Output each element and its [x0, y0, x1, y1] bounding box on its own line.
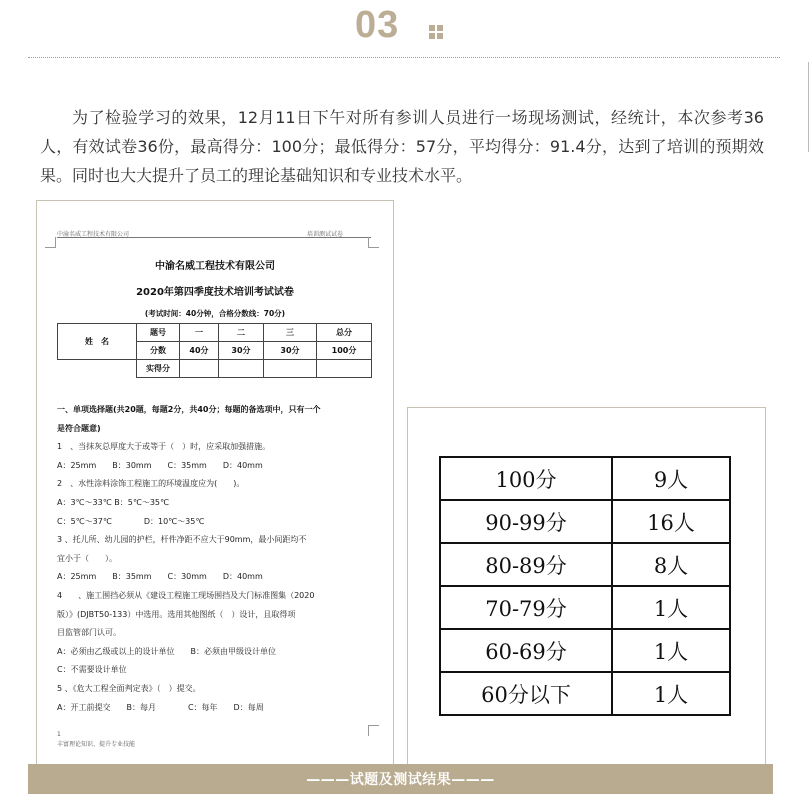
person-count: 1人 — [612, 586, 730, 629]
question-line: 5 、《危大工程全面判定表》（ ）提交。 — [57, 683, 201, 693]
score-cell: 30分 — [264, 342, 317, 360]
exam-header-rule — [57, 237, 371, 238]
exam-questions — [57, 401, 377, 717]
score-range: 100分 — [440, 457, 612, 500]
question-line: 版）》(DJBT50-133）中选用。选用其他图纸（ ）设计，且取得项 — [57, 609, 296, 619]
score-cell — [264, 360, 317, 378]
name-label: 姓 名 — [58, 324, 137, 360]
question-line: 是符合题意) — [57, 423, 101, 433]
question-line: 4 、施工围挡必须从《建设工程施工现场围挡及大门标准图集（2020 — [57, 590, 315, 600]
score-cell: 30分 — [219, 342, 264, 360]
question-line: 一、单项选择题(共20题，每题2分，共40分；每题的备选项中，只有一个 — [57, 405, 321, 414]
person-count: 9人 — [612, 457, 730, 500]
question-line: A：25mm B：30mm C：35mm D：40mm — [57, 460, 263, 470]
score-range: 60分以下 — [440, 672, 612, 715]
score-range: 60-69分 — [440, 629, 612, 672]
exam-header-right: 培训测试试卷 — [306, 231, 343, 238]
score-cell — [180, 360, 219, 378]
score-cell: 三 — [264, 324, 317, 342]
question-line: 3 、托儿所、幼儿园的护栏，杆件净距不应大于90mm，最小间距均不 — [57, 535, 307, 545]
results-table — [439, 456, 731, 716]
question-line: 宜小于（ ）。 — [57, 553, 117, 563]
results-row — [440, 629, 730, 672]
question-line: A：开工前提交 B：每月 C：每年 D：每周 — [57, 702, 264, 712]
exam-paper-image — [36, 200, 394, 766]
score-cell: 分数 — [137, 342, 180, 360]
crop-mark — [368, 237, 379, 248]
score-range: 80-89分 — [440, 543, 612, 586]
question-line: 1 、当抹灰总厚度大于或等于（ ）时，应采取加强措施。 — [57, 442, 271, 452]
exam-header-left: 中渝名威工程技术有限公司 — [57, 231, 130, 238]
question-line: A：3℃～33℃ B：5℃～35℃ — [57, 497, 169, 507]
question-line: 目监管部门认可。 — [57, 628, 121, 638]
person-count: 1人 — [612, 629, 730, 672]
intro-paragraph: 为了检验学习的效果，12月11日下午对所有参训人员进行一场现场测试，经统计，本次参考36人，有效试卷36份，最高得分：100分；最低得分：57分，平均得分：91.4分，达到了培训的预期效果。同时也大大提升了员工的理论基础知识和专业技术水平。 — [40, 108, 764, 185]
score-table — [57, 323, 372, 378]
score-cell — [317, 360, 372, 378]
score-range: 90-99分 — [440, 500, 612, 543]
results-row — [440, 586, 730, 629]
exam-footer-text: 丰富理论知识、提升专业技能 — [57, 741, 136, 748]
score-cell: 题号 — [137, 324, 180, 342]
actual-score-label: 实得分 — [137, 360, 180, 378]
dotted-divider — [28, 57, 780, 58]
section-number: 03 — [355, 4, 400, 46]
image-caption: ———试题及测试结果——— — [28, 764, 773, 794]
score-cell: 总分 — [317, 324, 372, 342]
score-cell: 40分 — [180, 342, 219, 360]
person-count: 1人 — [612, 672, 730, 715]
crop-mark — [45, 237, 56, 248]
exam-company: 中渝名威工程技术有限公司 — [155, 261, 275, 272]
exam-title: 2020年第四季度技术培训考试试卷 — [136, 287, 294, 298]
score-range: 70-79分 — [440, 586, 612, 629]
person-count: 8人 — [612, 543, 730, 586]
exam-page-number: 1 — [57, 731, 61, 738]
score-cell: 二 — [219, 324, 264, 342]
results-row — [440, 543, 730, 586]
score-cell: 100分 — [317, 342, 372, 360]
empty-cell — [58, 360, 137, 378]
exam-subtitle: (考试时间：40分钟，合格分数线：70分) — [144, 309, 286, 318]
results-row — [440, 457, 730, 500]
question-line: A：25mm B：35mm C：30mm D：40mm — [57, 572, 263, 582]
grid-icon — [429, 25, 443, 39]
question-line: C：不需要设计单位 — [57, 665, 127, 675]
question-line: 2 、水性涂料涂饰工程施工的环境温度应为( )。 — [57, 479, 245, 489]
results-row — [440, 672, 730, 715]
score-cell — [219, 360, 264, 378]
question-line: C：5℃～37℃ D：10℃～35℃ — [57, 516, 205, 526]
crop-mark — [368, 725, 379, 736]
score-cell: 一 — [180, 324, 219, 342]
person-count: 16人 — [612, 500, 730, 543]
question-line: A：必须由乙级或以上的设计单位 B：必须由甲级设计单位 — [57, 646, 276, 656]
results-card — [407, 407, 766, 765]
results-row — [440, 500, 730, 543]
